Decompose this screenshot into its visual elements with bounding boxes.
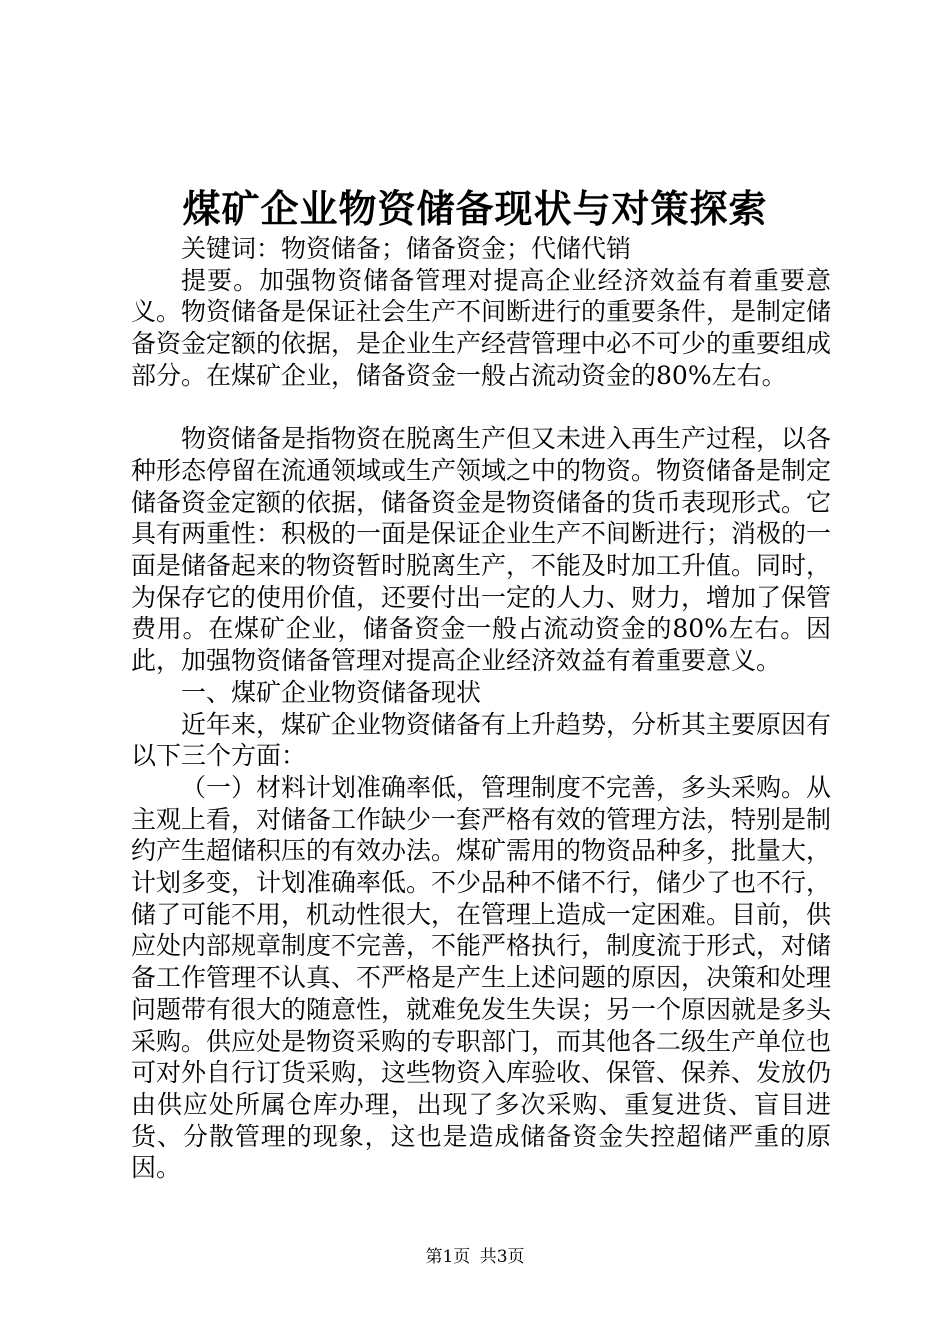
document-title: 煤矿企业物资储备现状与对策探索	[182, 187, 768, 231]
body-paragraph: （一）材料计划准确率低，管理制度不完善，多头采购。从主观上看，对储备工作缺少一套严格有效的管理方法，特别是制约产生超储积压的有效办法。煤矿需用的物资品种多，批量大，计划多变，计划准确率低。不少品种不储不行，储少了也不行，储了可能不用，机动性很大，在管理上造成一定困难。目前，供应处内部规章制度不完善，不能严格执行，制度流于形式，对储备工作管理不认真、不严格是产生上述问题的原因，决策和处理问题带有很大的随意性，就难免发生失误；另一个原因就是多头采购。供应处是物资采购的专职部门，而其他各二级生产单位也可对外自行订货采购，这些物资入库验收、保管、保养、发放仍由供应处所属仓库办理，出现了多次采购、重复进货、盲目进货、分散管理的现象，这也是造成储备资金失控超储严重的原因。	[131, 772, 832, 1183]
page-total: 共3页	[479, 1247, 525, 1267]
page-number: 第1页	[425, 1247, 471, 1267]
body-paragraph: 物资储备是指物资在脱离生产但又未进入再生产过程，以各种形态停留在流通领域或生产领域之中的物资。物资储备是制定储备资金定额的依据，储备资金是物资储备的货币表现形式。它具有两重性：积极的一面是保证企业生产不间断进行；消极的一面是储备起来的物资暂时脱离生产，不能及时加工升值。同时，为保存它的使用价值，还要付出一定的人力、财力，增加了保管费用。在煤矿企业，储备资金一般占流动资金的80%左右。因此，加强物资储备管理对提高企业经济效益有着重要意义。	[131, 424, 832, 676]
abstract-paragraph: 提要。加强物资储备管理对提高企业经济效益有着重要意义。物资储备是保证社会生产不间断进行的重要条件，是制定储备资金定额的依据，是企业生产经营管理中必不可少的重要组成部分。在煤矿企业，储备资金一般占流动资金的80%左右。	[131, 265, 832, 390]
keywords-line: 关键词：物资储备；储备资金；代储代销	[181, 234, 632, 263]
page-footer	[0, 1246, 950, 1268]
body-paragraph: 近年来，煤矿企业物资储备有上升趋势，分析其主要原因有以下三个方面：	[131, 709, 832, 771]
document-body	[131, 233, 831, 1184]
section-heading: 一、煤矿企业物资储备现状	[181, 677, 482, 707]
